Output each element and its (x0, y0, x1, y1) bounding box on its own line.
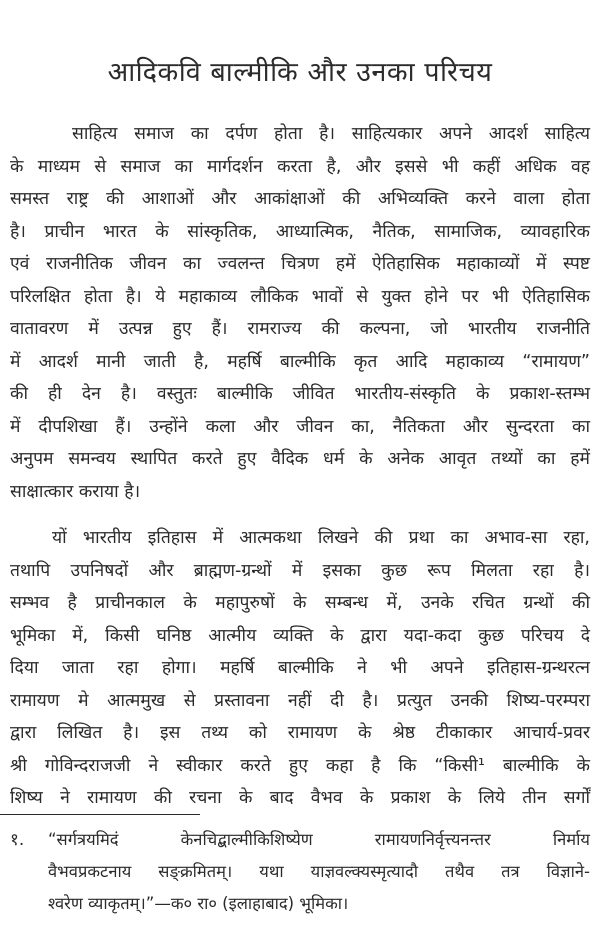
text-line: में दीपशिखा हैं। उन्होंने कला और जीवन का, नैतिकता और सुन्दरता का (10, 416, 590, 437)
footnote (10, 824, 590, 920)
footnote-body (48, 824, 590, 920)
text-line: सम्भव है प्राचीनकाल के महापुरुषों के सम्बन्ध में, उनके रचित ग्रन्थों की (10, 593, 590, 613)
text-line: के माध्यम से समाज का मार्गदर्शन करता है, और इससे भी कहीं अधिक वह (10, 156, 590, 177)
text-line: यों भारतीय इतिहास में आत्मकथा लिखने की प्रथा का अभाव-सा रहा, (52, 528, 590, 548)
text-line: समस्त राष्ट्र की आशाओं और आकांक्षाओं की अभिव्यक्ति करने वाला होता (10, 189, 590, 209)
text-line: श्री गोविन्दराजजी ने स्वीकार करते हुए कहा है कि “किसी¹ बाल्मीकि के (10, 755, 590, 776)
text-line: की ही देन है। वस्तुतः बाल्मीकि जीवित भारतीय-संस्कृति के प्रकाश-स्तम्भ (10, 384, 590, 404)
page-title: आदिकवि बाल्मीकि और उनका परिचय (107, 57, 493, 89)
text-line: एवं राजनीतिक जीवन का ज्वलन्त चित्रण हमें ऐतिहासिक महाकाव्यों में स्पष्ट (10, 254, 590, 274)
text-line: में आदर्श मानी जाती है, महर्षि बाल्मीकि कृत आदि महाकाव्य “रामायण” (10, 351, 590, 372)
footnote-divider (0, 814, 200, 815)
text-line: परिलक्षित होता है। ये महाकाव्य लौकिक भावों से युक्त होने पर भी ऐतिहासिक (10, 286, 590, 307)
footnote-line: वैभवप्रकटनाय सङ्क्रमितम्। यथा याज्ञवल्क्यस्मृत्यादौ तथैव तत्र विज्ञाने- (48, 862, 590, 881)
footnote-marker: १. (10, 830, 25, 850)
paragraph-1 (10, 118, 590, 508)
text-line: द्वारा लिखित है। इस तथ्य को रामायण के श्रेष्ठ टीकाकार आचार्य-प्रवर (10, 723, 590, 743)
paragraph-2 (10, 522, 590, 815)
text-line: साहित्य समाज का दर्पण होता है। साहित्यकार अपने आदर्श साहित्य (72, 124, 590, 144)
text-line: वातावरण में उत्पन्न हुए हैं। रामराज्य की कल्पना, जो भारतीय राजनीति (10, 319, 590, 339)
text-line: शिष्य ने रामायण की रचना के बाद वैभव के प्रकाश के लिये तीन सर्गों (10, 788, 590, 808)
footnote-line: “सर्गत्रयमिदं केनचिद्बाल्मीकिशिष्येण रामायणनिर्वृत्त्यनन्तर निर्माय (48, 830, 590, 849)
text-line: भूमिका में, किसी घनिष्ठ आत्मीय व्यक्ति के द्वारा यदा-कदा कुछ परिचय दे (10, 625, 590, 646)
text-line: है। प्राचीन भारत के सांस्कृतिक, आध्यात्मिक, नैतिक, सामाजिक, व्यावहारिक (10, 221, 590, 242)
text-line: तथापि उपनिषदों और ब्राह्मण-ग्रन्थों में इसका कुछ रूप मिलता रहा है। (10, 560, 590, 581)
footnote-line: श्वरेण व्याकृतम्।”—क० रा० (इलाहाबाद) भूमिका। (48, 894, 349, 913)
text-line: साक्षात्कार कराया है। (10, 481, 141, 502)
text-line: दिया जाता रहा होगा। महर्षि बाल्मीकि ने भी अपने इतिहास-ग्रन्थरत्न (10, 658, 590, 678)
text-line: रामायण मे आत्ममुख से प्रस्तावना नहीं दी है। प्रत्युत उनकी शिष्य-परम्परा (10, 690, 590, 711)
text-line: अनुपम समन्वय स्थापित करते हुए वैदिक धर्म के अनेक आवृत तथ्यों का हमें (10, 449, 590, 469)
